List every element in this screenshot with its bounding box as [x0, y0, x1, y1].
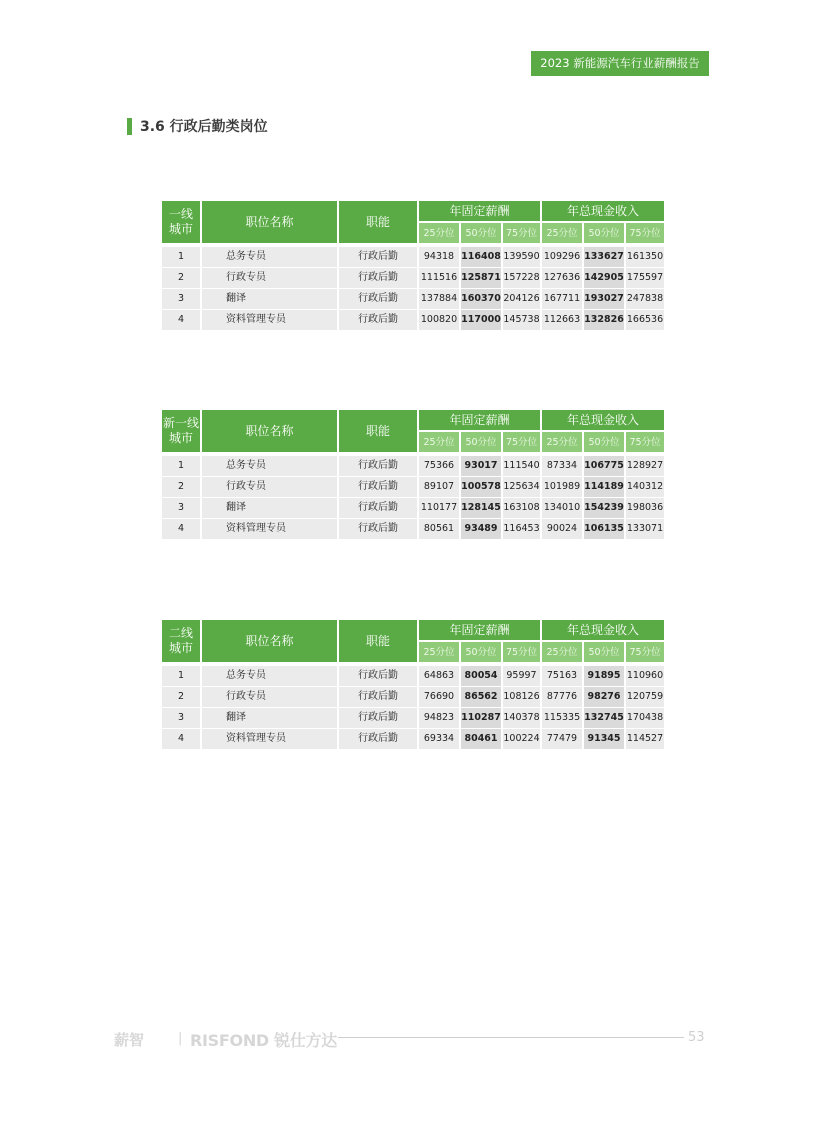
function-value: 行政后勤	[339, 477, 417, 497]
table-row	[162, 498, 664, 518]
fixed-pay-value: 93017	[461, 456, 501, 476]
fixed-pay-value: 111540	[503, 456, 540, 476]
fixed-pay-value: 157228	[503, 268, 540, 288]
percentile-header-p50: 50分位	[584, 432, 624, 452]
fixed-pay-value: 94318	[419, 247, 459, 267]
position-name: 行政专员	[202, 477, 337, 497]
fixed-pay-value: 95997	[503, 666, 540, 686]
percentile-header-p50: 50分位	[584, 642, 624, 662]
city-tier-header: 新一线 城市	[162, 410, 200, 452]
fixed-pay-value: 64863	[419, 666, 459, 686]
salary-table	[162, 201, 664, 331]
function-value: 行政后勤	[339, 310, 417, 330]
total-cash-value: 98276	[584, 687, 624, 707]
table-body	[162, 456, 664, 539]
fixed-pay-value: 160370	[461, 289, 501, 309]
row-number: 3	[162, 708, 200, 728]
total-cash-value: 170438	[626, 708, 664, 728]
salary-table	[162, 410, 664, 540]
row-number: 4	[162, 519, 200, 539]
fixed-pay-value: 110177	[419, 498, 459, 518]
percentile-header-p75: 75分位	[626, 432, 664, 452]
percentile-header-p50: 50分位	[461, 432, 501, 452]
total-cash-header: 年总现金收入	[542, 201, 664, 221]
function-value: 行政后勤	[339, 498, 417, 518]
table-body	[162, 666, 664, 749]
fixed-pay-value: 80561	[419, 519, 459, 539]
percentile-header-p75: 75分位	[626, 223, 664, 243]
fixed-pay-value: 163108	[503, 498, 540, 518]
position-name: 总务专员	[202, 247, 337, 267]
position-name: 翻译	[202, 498, 337, 518]
position-name: 翻译	[202, 289, 337, 309]
fixed-pay-value: 140378	[503, 708, 540, 728]
total-cash-value: 193027	[584, 289, 624, 309]
section-heading	[127, 117, 268, 135]
fixed-pay-value: 94823	[419, 708, 459, 728]
percentile-header-p25: 25分位	[542, 223, 582, 243]
total-cash-value: 133627	[584, 247, 624, 267]
total-cash-value: 91345	[584, 729, 624, 749]
fixed-pay-value: 111516	[419, 268, 459, 288]
position-header: 职位名称	[202, 620, 337, 662]
row-number: 4	[162, 310, 200, 330]
percentile-header-p50: 50分位	[584, 223, 624, 243]
total-cash-header: 年总现金收入	[542, 410, 664, 430]
function-header: 职能	[339, 410, 417, 452]
fixed-pay-header: 年固定薪酬	[419, 410, 540, 430]
total-cash-value: 114189	[584, 477, 624, 497]
position-header: 职位名称	[202, 410, 337, 452]
fixed-pay-value: 69334	[419, 729, 459, 749]
row-number: 1	[162, 666, 200, 686]
fixed-pay-value: 93489	[461, 519, 501, 539]
city-tier-header: 一线 城市	[162, 201, 200, 243]
fixed-pay-value: 125871	[461, 268, 501, 288]
percentile-header-p50: 50分位	[461, 642, 501, 662]
total-cash-value: 120759	[626, 687, 664, 707]
function-value: 行政后勤	[339, 666, 417, 686]
position-name: 总务专员	[202, 666, 337, 686]
total-cash-value: 90024	[542, 519, 582, 539]
table-row	[162, 666, 664, 686]
position-name: 行政专员	[202, 687, 337, 707]
row-number: 2	[162, 477, 200, 497]
position-name: 行政专员	[202, 268, 337, 288]
function-value: 行政后勤	[339, 247, 417, 267]
percentile-header-p25: 25分位	[542, 642, 582, 662]
page-footer	[114, 1027, 714, 1049]
percentile-header-p25: 25分位	[419, 642, 459, 662]
fixed-pay-value: 75366	[419, 456, 459, 476]
percentile-header-p75: 75分位	[626, 642, 664, 662]
fixed-pay-value: 80461	[461, 729, 501, 749]
total-cash-value: 154239	[584, 498, 624, 518]
total-cash-value: 77479	[542, 729, 582, 749]
total-cash-value: 91895	[584, 666, 624, 686]
fixed-pay-value: 128145	[461, 498, 501, 518]
fixed-pay-value: 100578	[461, 477, 501, 497]
position-name: 资料管理专员	[202, 519, 337, 539]
total-cash-value: 106135	[584, 519, 624, 539]
fixed-pay-value: 89107	[419, 477, 459, 497]
table-header	[162, 410, 664, 452]
fixed-pay-value: 137884	[419, 289, 459, 309]
fixed-pay-value: 110287	[461, 708, 501, 728]
position-name: 资料管理专员	[202, 729, 337, 749]
fixed-pay-value: 204126	[503, 289, 540, 309]
fixed-pay-value: 86562	[461, 687, 501, 707]
position-name: 翻译	[202, 708, 337, 728]
percentile-header-p25: 25分位	[542, 432, 582, 452]
footer-separator: |	[178, 1031, 183, 1046]
fixed-pay-header: 年固定薪酬	[419, 201, 540, 221]
total-cash-value: 87776	[542, 687, 582, 707]
total-cash-value: 115335	[542, 708, 582, 728]
function-value: 行政后勤	[339, 687, 417, 707]
risfond-logo: RISFOND 锐仕方达	[190, 1031, 337, 1050]
table-row	[162, 289, 664, 309]
fixed-pay-value: 139590	[503, 247, 540, 267]
section-marker	[127, 118, 132, 135]
total-cash-value: 133071	[626, 519, 664, 539]
section-title: 3.6 行政后勤类岗位	[140, 119, 268, 135]
total-cash-value: 132826	[584, 310, 624, 330]
table-row	[162, 708, 664, 728]
row-number: 2	[162, 268, 200, 288]
function-value: 行政后勤	[339, 519, 417, 539]
total-cash-value: 106775	[584, 456, 624, 476]
fixed-pay-value: 116453	[503, 519, 540, 539]
table-body	[162, 247, 664, 330]
fixed-pay-value: 125634	[503, 477, 540, 497]
total-cash-value: 109296	[542, 247, 582, 267]
percentile-header-p25: 25分位	[419, 432, 459, 452]
total-cash-value: 166536	[626, 310, 664, 330]
table-header	[162, 201, 664, 243]
salary-table	[162, 620, 664, 750]
report-title-tag: 2023 新能源汽车行业薪酬报告	[531, 51, 709, 76]
fixed-pay-value: 116408	[461, 247, 501, 267]
total-cash-value: 127636	[542, 268, 582, 288]
total-cash-value: 134010	[542, 498, 582, 518]
percentile-header-p75: 75分位	[503, 642, 540, 662]
function-header: 职能	[339, 201, 417, 243]
fixed-pay-value: 100820	[419, 310, 459, 330]
page-number: 53	[688, 1030, 705, 1045]
function-header: 职能	[339, 620, 417, 662]
total-cash-value: 114527	[626, 729, 664, 749]
total-cash-value: 101989	[542, 477, 582, 497]
table-row	[162, 519, 664, 539]
total-cash-value: 112663	[542, 310, 582, 330]
function-value: 行政后勤	[339, 268, 417, 288]
percentile-header-p75: 75分位	[503, 432, 540, 452]
fixed-pay-value: 145738	[503, 310, 540, 330]
row-number: 2	[162, 687, 200, 707]
xinzhi-logo: 薪智	[114, 1031, 145, 1049]
total-cash-value: 110960	[626, 666, 664, 686]
fixed-pay-value: 100224	[503, 729, 540, 749]
total-cash-value: 128927	[626, 456, 664, 476]
fixed-pay-header: 年固定薪酬	[419, 620, 540, 640]
total-cash-value: 142905	[584, 268, 624, 288]
total-cash-value: 75163	[542, 666, 582, 686]
row-number: 4	[162, 729, 200, 749]
footer-rule	[338, 1037, 684, 1038]
total-cash-value: 167711	[542, 289, 582, 309]
fixed-pay-value: 108126	[503, 687, 540, 707]
table-row	[162, 729, 664, 749]
fixed-pay-value: 80054	[461, 666, 501, 686]
percentile-header-p50: 50分位	[461, 223, 501, 243]
fixed-pay-value: 117000	[461, 310, 501, 330]
table-header	[162, 620, 664, 662]
total-cash-value: 161350	[626, 247, 664, 267]
table-row	[162, 247, 664, 267]
total-cash-value: 87334	[542, 456, 582, 476]
fixed-pay-value: 76690	[419, 687, 459, 707]
total-cash-value: 140312	[626, 477, 664, 497]
row-number: 3	[162, 289, 200, 309]
row-number: 3	[162, 498, 200, 518]
percentile-header-p25: 25分位	[419, 223, 459, 243]
row-number: 1	[162, 456, 200, 476]
table-row	[162, 687, 664, 707]
total-cash-header: 年总现金收入	[542, 620, 664, 640]
row-number: 1	[162, 247, 200, 267]
total-cash-value: 175597	[626, 268, 664, 288]
total-cash-value: 198036	[626, 498, 664, 518]
position-header: 职位名称	[202, 201, 337, 243]
total-cash-value: 132745	[584, 708, 624, 728]
total-cash-value: 247838	[626, 289, 664, 309]
table-row	[162, 456, 664, 476]
function-value: 行政后勤	[339, 708, 417, 728]
function-value: 行政后勤	[339, 289, 417, 309]
table-row	[162, 310, 664, 330]
function-value: 行政后勤	[339, 456, 417, 476]
city-tier-header: 二线 城市	[162, 620, 200, 662]
position-name: 总务专员	[202, 456, 337, 476]
table-row	[162, 477, 664, 497]
table-row	[162, 268, 664, 288]
function-value: 行政后勤	[339, 729, 417, 749]
percentile-header-p75: 75分位	[503, 223, 540, 243]
position-name: 资料管理专员	[202, 310, 337, 330]
